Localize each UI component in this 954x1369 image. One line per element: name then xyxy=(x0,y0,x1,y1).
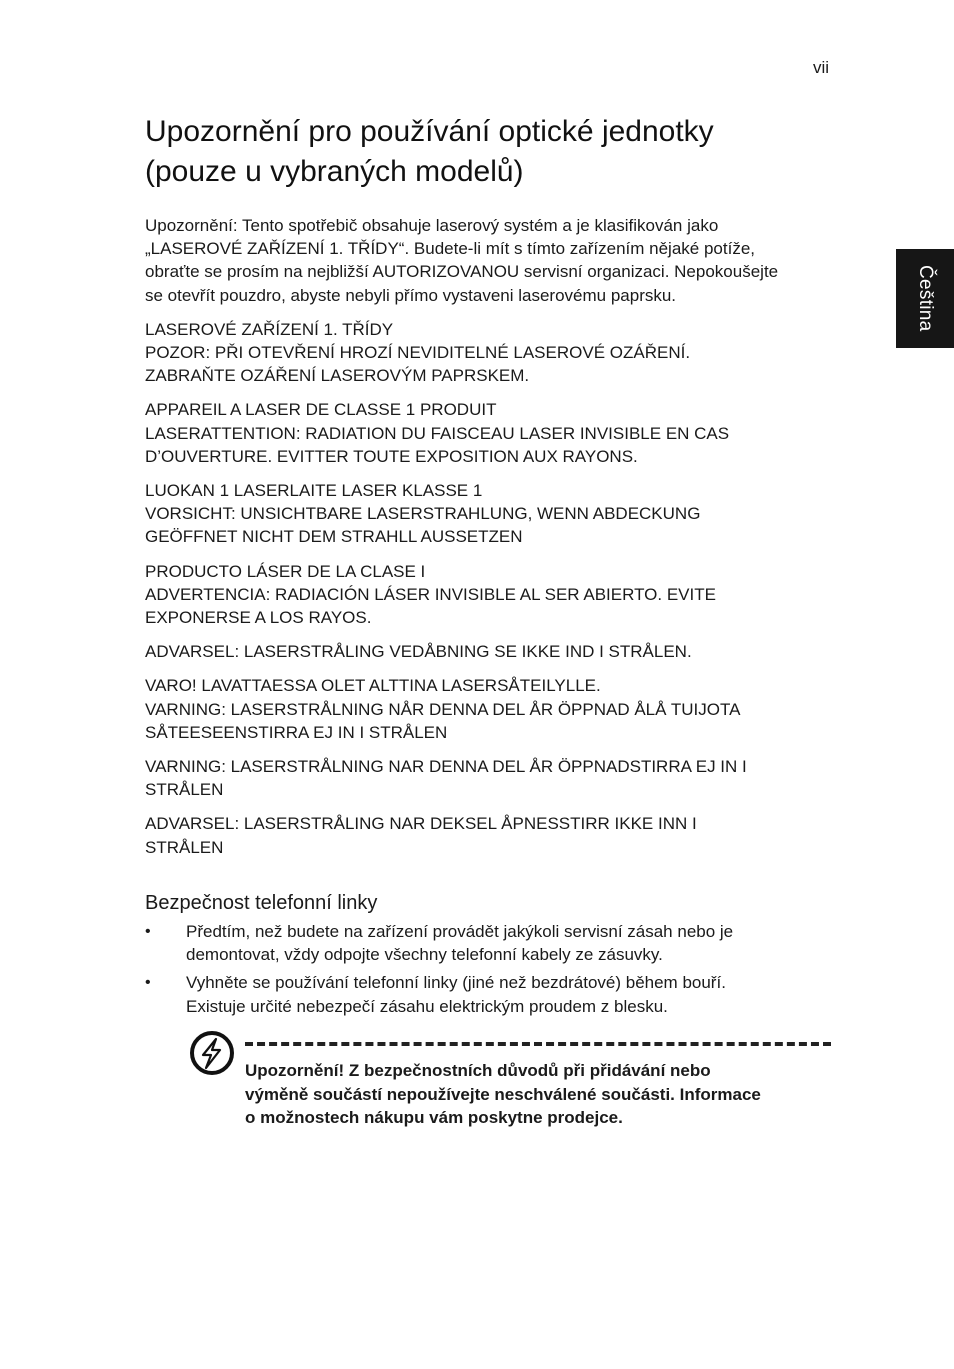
text-line: se otevřít pouzdro, abyste nebyli přímo vystaveni laserovému paprsku. xyxy=(145,285,677,305)
language-tab xyxy=(896,249,954,348)
paragraph xyxy=(145,640,831,663)
page-number: vii xyxy=(812,58,829,77)
text-line: Vyhněte se používání telefonní linky (jiné než bezdrátové) během bouří. xyxy=(186,973,726,993)
paragraph xyxy=(145,560,831,630)
text-line: PRODUCTO LÁSER DE LA CLASE I xyxy=(145,561,426,581)
text-line: VARNING: LASERSTRÅLNING NÅR DENNA DEL ÅR ÖPPNAD ÅLÅ TUIJOTA xyxy=(145,699,741,719)
list-item xyxy=(145,971,831,1018)
text-line: ADVERTENCIA: RADIACIÓN LÁSER INVISIBLE AL SER ABIERTO. EVITE xyxy=(145,584,716,604)
warning-text xyxy=(245,1059,809,1130)
text-line: LASERATTENTION: RADIATION DU FAISCEAU LASER INVISIBLE EN CAS xyxy=(145,423,730,443)
text-line: ADVARSEL: LASERSTRÅLING NAR DEKSEL ÅPNESSTIRR IKKE INN I xyxy=(145,814,697,834)
text-line: APPAREIL A LASER DE CLASSE 1 PRODUIT xyxy=(145,400,497,420)
bullet-icon: • xyxy=(145,922,151,940)
text-line: VARO! LAVATTAESSA OLET ALTTINA LASERSÅTEILYLLE. xyxy=(145,676,601,696)
laser-notice-paragraphs xyxy=(145,214,831,859)
text-line: STRÅLEN xyxy=(145,780,224,800)
lightning-warning-icon xyxy=(189,1030,235,1076)
text-line: Existuje určité nebezpečí zásahu elektrickým proudem z blesku. xyxy=(186,996,668,1016)
paragraph xyxy=(145,674,831,744)
text-line: ZABRAŇTE OZÁŘENÍ LASEROVÝM PAPRSKEM. xyxy=(145,366,530,386)
page-title-line: Upozornění pro používání optické jednotky xyxy=(145,115,714,148)
warning-box xyxy=(189,1030,831,1150)
paragraph xyxy=(145,479,831,549)
page-content xyxy=(145,112,831,1150)
text-line: SÅTEESEENSTIRRA EJ IN I STRÅLEN xyxy=(145,722,448,742)
paragraph xyxy=(145,214,831,307)
paragraph xyxy=(145,398,831,468)
section-heading: Bezpečnost telefonní linky xyxy=(145,891,378,914)
text-line: EXPONERSE A LOS RAYOS. xyxy=(145,608,372,628)
text-line: demontovat, vždy odpojte všechny telefonní kabely ze zásuvky. xyxy=(186,945,663,965)
paragraph xyxy=(145,318,831,388)
page-title-line: (pouze u vybraných modelů) xyxy=(145,155,524,188)
text-line: LUOKAN 1 LASERLAITE LASER KLASSE 1 xyxy=(145,481,483,501)
list-item xyxy=(145,920,831,967)
text-line: Předtím, než budete na zařízení provádět jakýkoli servisní zásah nebo je xyxy=(186,921,734,941)
dashed-divider xyxy=(245,1042,831,1046)
bullet-icon: • xyxy=(145,974,151,992)
language-tab-label: Čeština xyxy=(915,265,936,332)
text-line: VARNING: LASERSTRÅLNING NAR DENNA DEL ÅR ÖPPNADSTIRRA EJ IN I xyxy=(145,757,747,777)
page-title xyxy=(145,112,831,192)
bullet-list xyxy=(145,920,831,1018)
text-line: „LASEROVÉ ZAŘÍZENÍ 1. TŘÍDY“. Budete-li mít s tímto zařízením nějaké potíže, xyxy=(145,239,755,259)
text-line: LASEROVÉ ZAŘÍZENÍ 1. TŘÍDY xyxy=(145,319,394,339)
text-line: POZOR: PŘI OTEVŘENÍ HROZÍ NEVIDITELNÉ LASEROVÉ OZÁŘENÍ. xyxy=(145,343,691,363)
text-line: ADVARSEL: LASERSTRÅLING VEDÅBNING SE IKKE IND I STRÅLEN. xyxy=(145,642,692,662)
text-line: Upozornění! Z bezpečnostních důvodů při přidávání nebo xyxy=(245,1061,711,1081)
text-line: VORSICHT: UNSICHTBARE LASERSTRAHLUNG, WENN ABDECKUNG xyxy=(145,504,701,524)
paragraph xyxy=(145,755,831,801)
paragraph xyxy=(145,812,831,858)
text-line: o možnostech nákupu vám poskytne prodejce. xyxy=(245,1108,623,1128)
text-line: GEÖFFNET NICHT DEM STRAHLL AUSSETZEN xyxy=(145,527,523,547)
text-line: STRÅLEN xyxy=(145,837,224,857)
text-line: výměně součástí nepoužívejte neschválené součásti. Informace xyxy=(245,1084,761,1104)
text-line: D’OUVERTURE. EVITTER TOUTE EXPOSITION AUX RAYONS. xyxy=(145,446,638,466)
text-line: Upozornění: Tento spotřebič obsahuje laserový systém a je klasifikován jako xyxy=(145,216,719,235)
text-line: obraťte se prosím na nejbližší AUTORIZOVANOU servisní organizaci. Nepokoušejte xyxy=(145,262,779,282)
